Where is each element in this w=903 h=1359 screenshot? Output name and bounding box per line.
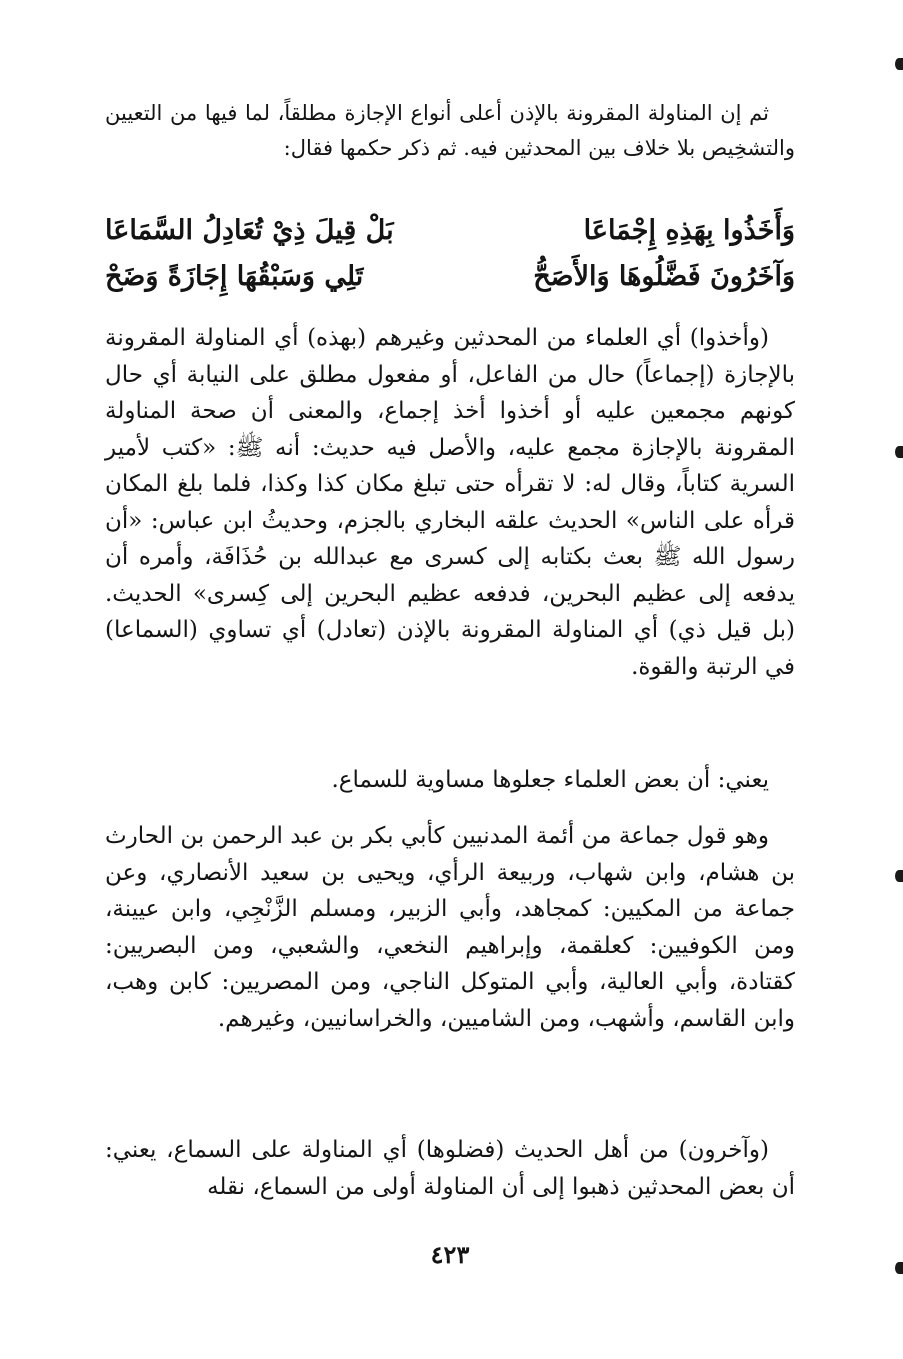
commentary-paragraph-3: (وآخرون) من أهل الحديث (فضلوها) أي المناولة على السماع، يعني: أن بعض المحدثين ذهبوا إلى أن المناولة أولى من السماع، نقله (105, 1137, 795, 1200)
verse-line-1-first-hemistich: وَأَخَذُوا بِهَذِهِ إِجْمَاعَا (583, 215, 795, 246)
verse-line-2-first-hemistich: وَآخَرُونَ فَضَّلُوهَا وَالأَصَحُّ (533, 261, 795, 292)
commentary-paragraph-2: وهو قول جماعة من أئمة المدنيين كأبي بكر بن عبد الرحمن بن الحارث بن هشام، وابن شهاب، وربيعة الرأي، ويحيى بن سعيد الأنصاري، وعن جماعة من المكيين: كمجاهد، وأبي الزبير، ومسلم الزَّنْجِي، وابن عيينة، ومن الكوفيين: كعلقمة، وإبراهيم النخعي، والشعبي، ومن البصريين: كقتادة، وأبي العالية، وأبي المتوكل الناجي، ومن المصريين: كابن وهب، وابن القاسم، وأشهب، ومن الشاميين، والخراسانيين، وغيرهم. (105, 823, 795, 1032)
margin-mark (895, 446, 903, 458)
verse-line-1-second-hemistich: بَلْ قِيلَ ذِيْ تُعَادِلُ السَّمَاعَا (105, 215, 394, 246)
margin-mark (895, 58, 903, 70)
margin-mark (895, 1262, 903, 1274)
verse-line-2 (105, 254, 795, 300)
margin-mark (895, 870, 903, 882)
verse-line-2-second-hemistich: تَلِي وَسَبْقُهَا إِجَازَةً وَضَحْ (105, 261, 364, 292)
intro-paragraph: ثم إن المناولة المقرونة بالإذن أعلى أنواع الإجازة مطلقاً، لما فيها من التعيين والتشخِيص بلا خلاف بين المحدثين فيه. ثم ذكر حكمها فقال: (105, 101, 795, 160)
verse-line-1 (105, 208, 795, 254)
page-number: ٤٢٣ (430, 1240, 470, 1269)
document-page (105, 92, 795, 1332)
meaning-paragraph: يعني: أن بعض العلماء جعلوها مساوية للسماع. (331, 767, 769, 793)
verse-block (105, 208, 795, 300)
commentary-paragraph-1: (وأخذوا) أي العلماء من المحدثين وغيرهم (بهذه) أي المناولة المقرونة بالإجازة (إجماعاً) حال من الفاعل، أو مفعول مطلق على النيابة أي حال كونهم مجمعين عليه أو أخذوا أخذ إجماع، والمعنى أن صحة المناولة المقرونة بالإجازة مجمع عليه، والأصل فيه حديث: أنه ﷺ: «كتب لأمير السرية كتاباً، وقال له: لا تقرأه حتى تبلغ مكان كذا وكذا، فلما بلغ المكان قرأه على الناس» الحديث علقه البخاري بالجزم، وحديثُ ابن عباس: «أن رسول الله ﷺ بعث بكتابه إلى كسرى مع عبدالله بن حُذَافَة، وأمره أن يدفعه إلى عظيم البحرين، فدفعه عظيم البحرين إلى كِسرى» الحديث. (بل قيل ذي) أي المناولة المقرونة بالإذن (تعادل) أي تساوي (السماعا) في الرتبة والقوة. (105, 325, 795, 680)
